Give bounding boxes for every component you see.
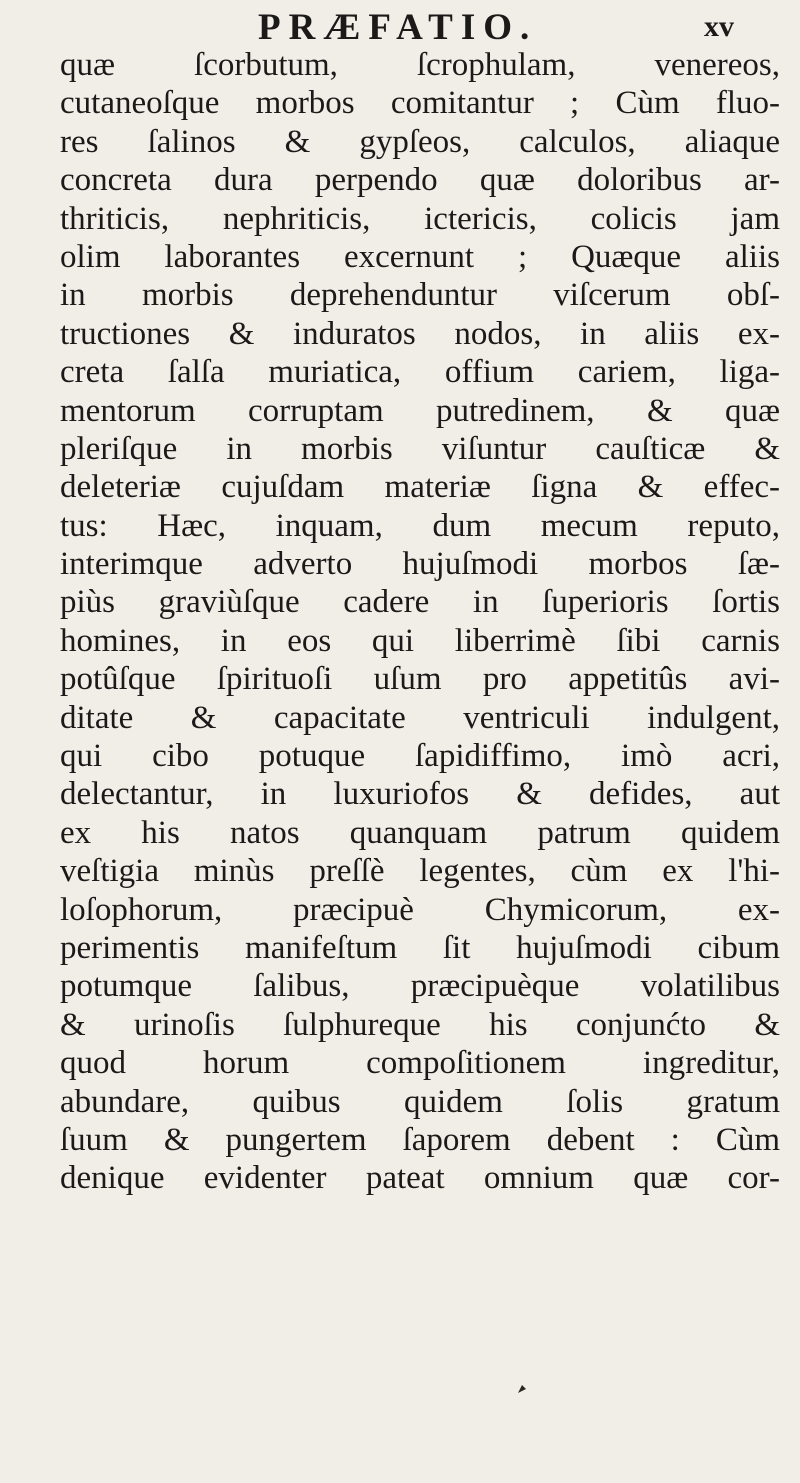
page-header [0, 6, 800, 46]
text-line: homines, in eos qui liberrimè ſibi carnis [60, 622, 780, 659]
text-line: cutaneoſque morbos comitantur ; Cùm fluo- [60, 85, 780, 122]
text-line: creta ſalſa muriatica, offium cariem, liga- [60, 354, 780, 391]
text-line: thriticis, nephriticis, ictericis, colicis jam [60, 200, 780, 237]
text-line: potumque ſalibus, præcipuèque volatilibus [60, 968, 780, 1005]
page-number: xv [704, 10, 734, 43]
text-line: ditate & capacitate ventriculi indulgent, [60, 699, 780, 736]
running-head: PRÆFATIO. [258, 7, 538, 48]
text-line: perimentis manifeſtum ſit hujuſmodi cibum [60, 929, 780, 966]
text-line: mentorum corruptam putredinem, & quæ [60, 392, 780, 429]
text-line: ex his natos quanquam patrum quidem [60, 814, 780, 851]
text-line: quæ ſcorbutum, ſcrophulam, venereos, [60, 47, 780, 83]
text-line: & urinoſis ſulphureque his conjunćto & [60, 1006, 780, 1043]
text-line: piùs graviùſque cadere in ſuperioris ſortis [60, 584, 780, 621]
text-line: pleriſque in morbis viſuntur cauſticæ & [60, 430, 780, 467]
body-text [60, 46, 780, 1198]
text-line: olim laborantes excernunt ; Quæque aliis [60, 238, 780, 275]
text-line: concreta dura perpendo quæ doloribus ar- [60, 162, 780, 199]
text-line: abundare, quibus quidem ſolis gratum [60, 1083, 780, 1120]
text-line: loſophorum, præcipuè Chymicorum, ex- [60, 891, 780, 928]
text-line: ſuum & pungertem ſaporem debent : Cùm [60, 1121, 780, 1158]
text-line: potûſque ſpirituoſi uſum pro appetitûs avi- [60, 661, 780, 698]
ink-mark-icon [516, 1383, 528, 1395]
text-line: interimque adverto hujuſmodi morbos ſæ- [60, 546, 780, 583]
text-line: veſtigia minùs preſſè legentes, cùm ex l'hi- [60, 853, 780, 890]
text-line: tus: Hæc, inquam, dum mecum reputo, [60, 507, 780, 544]
text-line: res ſalinos & gypſeos, calculos, aliaque [60, 123, 780, 160]
text-line: in morbis deprehenduntur viſcerum obſ- [60, 277, 780, 314]
text-line: delectantur, in luxuriofos & defides, aut [60, 776, 780, 813]
text-line: qui cibo potuque ſapidiffimo, imò acri, [60, 738, 780, 775]
text-line: tructiones & induratos nodos, in aliis ex- [60, 315, 780, 352]
text-line: deleteriæ cujuſdam materiæ ſigna & effec- [60, 469, 780, 506]
text-line: denique evidenter pateat omnium quæ cor- [60, 1160, 780, 1197]
text-line: quod horum compoſitionem ingreditur, [60, 1045, 780, 1082]
